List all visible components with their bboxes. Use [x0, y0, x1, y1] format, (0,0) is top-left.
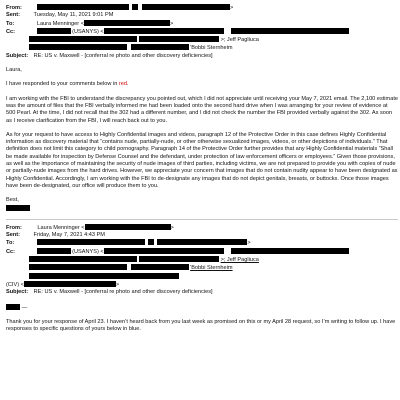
email1-header	[6, 4, 398, 60]
to-tail: >	[169, 20, 174, 27]
cc-bobbi[interactable]: 'Bobbi Sternheim	[190, 265, 233, 272]
redaction-bar	[85, 224, 171, 230]
redaction-bar	[37, 4, 129, 10]
redaction-bar	[29, 256, 137, 262]
redaction-bar	[139, 36, 219, 42]
from-tail: >	[229, 5, 234, 11]
redaction-bar	[6, 205, 30, 211]
to-recipient: Laura Menninger <	[36, 20, 84, 27]
redaction-bar	[29, 36, 137, 42]
redaction-bar	[148, 239, 154, 245]
cc-label: Cc:	[6, 28, 16, 35]
redaction-bar	[84, 20, 170, 26]
redaction-bar	[29, 273, 179, 279]
sent-date: Tuesday, May 11, 2021 9:01 PM	[33, 12, 114, 19]
sent-date: Friday, May 7, 2021 4:43 PM	[33, 232, 105, 239]
email2-to-line	[6, 239, 398, 247]
redaction-bar	[6, 304, 20, 310]
sent-label: Sent:	[6, 232, 20, 239]
email2-cc-line-4	[6, 273, 398, 281]
greeting	[6, 304, 398, 312]
redaction-bar	[139, 256, 219, 262]
subject-text: RE: US v. Maxwell - [conferral re photo and other discovery deficiencies]	[33, 289, 213, 296]
redaction-bar	[29, 264, 127, 270]
redaction-bar	[231, 28, 349, 34]
email2-header	[6, 224, 398, 297]
cc-label: Cc:	[6, 248, 16, 255]
to-label: To:	[6, 20, 15, 27]
redaction-bar	[157, 239, 247, 245]
redaction-bar	[24, 281, 116, 287]
to-label: To:	[6, 240, 15, 247]
email2-cc-line-5	[6, 281, 398, 289]
subject-label: Subject:	[6, 289, 29, 296]
redaction-bar	[131, 44, 189, 50]
email2-cc-line-3	[6, 264, 398, 272]
redaction-bar	[132, 4, 138, 10]
cc-jeff: >; Jeff Pagliuca	[220, 37, 259, 44]
cc-jeff[interactable]: >; Jeff Pagliuca	[220, 257, 259, 264]
redaction-bar	[37, 239, 145, 245]
email-document	[6, 4, 398, 333]
redaction-bar	[131, 264, 189, 270]
email2-subject-line	[6, 289, 398, 296]
paragraph-fbi-discrepancy: I am working with the FBI to understand the discrepancy you pointed out, which I did not appreciate until receiving your May 7, 2021 email. The 2,100 estimate was the amount of files that the FBI verbally informed me had been loaded onto the second hard drive when I was arranging for your review of evidence at 500 Pearl. At the time, I did not recall that the 302 had a different number, and I did not check the number the FBI provided verbally against the 302. As soon as I receive clarification from the FBI, I will reach back out to you.	[6, 95, 398, 124]
redaction-bar	[37, 28, 71, 34]
email2-cc-line-1	[6, 248, 398, 256]
greeting: Laura,	[6, 67, 22, 74]
paragraph-followup: Thank you for your response of April 23. I haven’t heard back from you last week as promised on this or my April 28 request, so I’m writing to follow up. I have responses to specific questions of yours below in blue.	[6, 318, 396, 333]
subject-label: Subject:	[6, 52, 29, 59]
cc-usanys: (USANYS) <	[72, 248, 104, 255]
redaction-bar	[104, 28, 224, 34]
paragraph-text: .	[126, 81, 129, 88]
email2-sent-line	[6, 232, 398, 239]
to-tail: >	[247, 240, 251, 247]
cc-bobbi: 'Bobbi Sternheim	[190, 45, 233, 52]
email-divider	[6, 219, 398, 220]
redaction-bar	[104, 248, 224, 254]
subject-text: RE: US v. Maxwell - [conferral re photo and other discovery deficiencies]	[33, 52, 213, 59]
redaction-bar	[29, 44, 127, 50]
red-word: red	[118, 81, 127, 88]
from-label: From:	[6, 5, 22, 11]
paragraph-text: I have responded to your comments below in	[6, 81, 119, 88]
email2-cc-line-2	[6, 256, 398, 264]
from-sender: Laura Menninger <	[37, 224, 85, 231]
email1-to-line	[6, 20, 398, 28]
redaction-bar	[37, 248, 71, 254]
redaction-bar	[142, 4, 230, 10]
cc-civ-tail: >	[115, 281, 120, 288]
cc-civ: (CIV) <	[6, 281, 24, 288]
signature-redaction	[6, 205, 398, 213]
from-label: From:	[6, 224, 22, 231]
cc-usanys: (USANYS) <	[72, 28, 104, 35]
email1-sent-line	[6, 12, 398, 19]
from-tail: >	[170, 224, 174, 231]
redaction-bar	[231, 248, 349, 254]
email1-cc-line-3	[6, 44, 398, 52]
email1-cc-line-2	[6, 36, 398, 44]
email1-subject-line	[6, 53, 398, 60]
email1-cc-line-1	[6, 28, 398, 36]
closing: Best,	[6, 197, 19, 204]
sent-label: Sent:	[6, 12, 20, 19]
paragraph-red-note	[6, 81, 398, 88]
email2-from-line	[6, 224, 398, 232]
email1-from-line	[6, 4, 398, 12]
greeting-dash: —	[21, 304, 28, 311]
paragraph-protective-order: As for your request to have access to Highly Confidential images and videos, paragraph 12 of the Protective Order in this case defines Highly Confidential information as discovery material that “contains nude, partially-nude, or other otherwise sexualized images, videos, or other depictions of individuals.” That definition does not limit this category to child pornography. Paragraph 14 of the Protective Order further provides that any Highly Confidential materials “Shall be made available for inspection by Defense Counsel and the defendant, under protection of law enforcement officers or employees.” Given those provisions, as well as the importance of maintaining the security of nude images of third parties, including victims, we are not prepared to provide you with copies of nude or partially-nude images from the hard drives. However, we appreciate your concern that images that do not contain nudity appear to have been designated as Highly Confidential. Accordingly, I am working with the FBI to de-designate any images that do not depict genitals, breasts, or buttocks. Once those images have been de-designated, our office will produce them to you.	[6, 131, 398, 189]
